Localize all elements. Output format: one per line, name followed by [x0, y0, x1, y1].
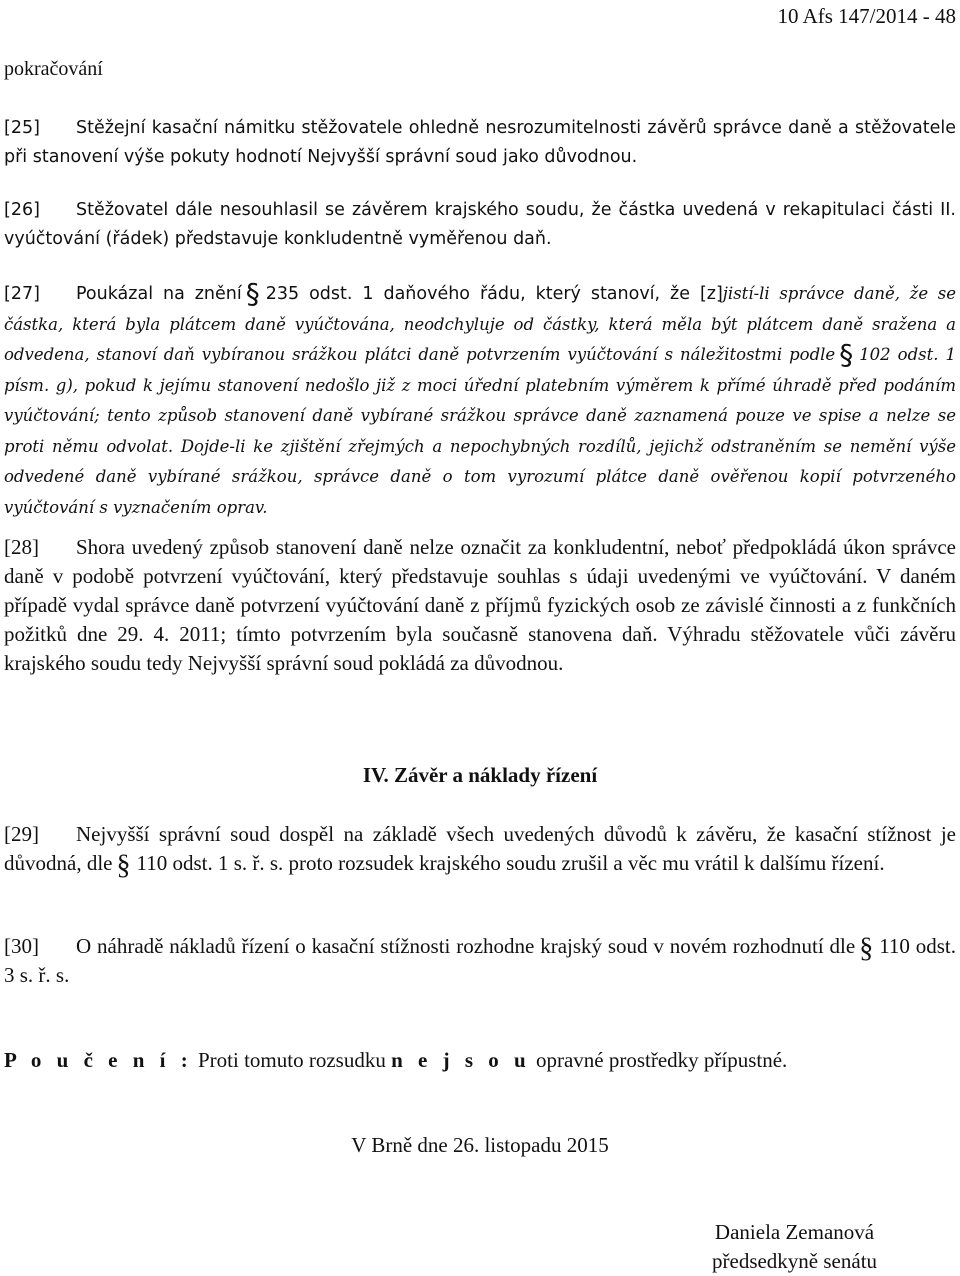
instruction-emphasis: n e j s o u	[391, 1048, 531, 1072]
signatory-role: předsedkyně senátu	[712, 1249, 878, 1273]
paragraph-number: [30]	[4, 934, 39, 958]
case-reference: 10 Afs 147/2014 - 48	[777, 4, 956, 28]
paragraph-text: 110 odst. 1 s. ř. s. proto rozsudek krajského soudu zrušil a věc mu vrátil k dalšímu řízení.	[136, 851, 885, 875]
paragraph-25	[4, 114, 956, 172]
signature-block	[712, 1218, 877, 1276]
statute-quote: 102 odst. 1 písm. g), pokud k jejímu stanovení nedošlo již z moci úřední platebním výměrem k přímé úhradě před podáním vyúčtování; tento způsob stanovení daně vybírané srážkou správce daně zaznamená pouze ve spise a nelze se proti němu odvolat. Dojde-li ke zjištění zřejmých a nepochybných rozdílů, jejichž odstraněním se nemění výše odvedené daně vybírané srážkou, správce daně o tom vyrozumí plátce daně ověřenou kopií potvrzeného vyúčtování s vyznačením oprav.	[4, 345, 956, 517]
paragraph-number: [26]	[4, 200, 40, 220]
paragraph-27	[4, 279, 956, 523]
paragraph-text: Stěžovatel dále nesouhlasil se závěrem krajského soudu, že částka uvedená v rekapitulaci části II. vyúčtování (řádek) představuje konkludentně vyměřenou daň.	[4, 200, 956, 249]
section-sign: §	[859, 933, 874, 964]
paragraph-number: [29]	[4, 822, 39, 846]
section-sign: §	[116, 850, 131, 881]
section-sign: §	[245, 277, 260, 310]
paragraph-text: Shora uvedený způsob stanovení daně nelze označit za konkludentní, neboť předpokládá úkon správce daně v podobě potvrzení vyúčtování, který představuje souhlas s údaji uvedenými ve vyúčtování. V daném případě vydal správce daně potvrzení vyúčtování daně z příjmů fyzických osob ze závislé činnosti a z funkčních požitků dne 29. 4. 2011; tímto potvrzením byla současně stanovena daň. Výhradu stěžovatele vůči závěru krajského soudu tedy Nejvyšší správní soud pokládá za důvodnou.	[4, 535, 956, 675]
instruction-text: Proti tomuto rozsudku	[198, 1048, 386, 1072]
signatory-name: Daniela Zemanová	[714, 1220, 875, 1244]
continued-label: pokračování	[4, 58, 103, 80]
paragraph-text: Poukázal na znění	[76, 284, 242, 304]
paragraph-text: 235 odst. 1 daňového řádu, který stanoví, že [z]	[265, 284, 723, 304]
paragraph-30	[4, 932, 956, 990]
statute-quote: jistí-li správce daně, že se částka, která byla plátcem daně vyúčtována, neodchyluje od částky, která měla být plátcem daně sražena a odvedena, stanoví daň vybíranou srážkou plátci daně potvrzením vyúčtování s náležitostmi podle	[4, 284, 956, 364]
paragraph-number: [28]	[4, 535, 39, 559]
paragraph-number: [27]	[4, 284, 40, 304]
place-and-date: V Brně dne 26. listopadu 2015	[351, 1133, 609, 1157]
instruction-label: P o u č e n í :	[4, 1048, 193, 1072]
paragraph-text: 110 odst. 3 s. ř. s.	[4, 934, 957, 987]
paragraph-text: Stěžejní kasační námitku stěžovatele ohledně nesrozumitelnosti závěrů správce daně a stěžovatele při stanovení výše pokuty hodnotí Nejvyšší správní soud jako důvodnou.	[4, 118, 956, 167]
paragraph-number: [25]	[4, 118, 40, 138]
instruction-text: opravné prostředky přípustné.	[535, 1048, 788, 1072]
legal-instruction	[4, 1048, 787, 1073]
paragraph-29	[4, 820, 956, 881]
paragraph-text: O náhradě nákladů řízení o kasační stížnosti rozhodne krajský soud v novém rozhodnutí dle	[76, 934, 856, 958]
section-heading: IV. Závěr a náklady řízení	[362, 763, 598, 787]
paragraph-28	[4, 533, 956, 678]
section-sign: §	[839, 338, 854, 371]
paragraph-26	[4, 196, 956, 254]
paragraph-text: Nejvyšší správní soud dospěl na základě všech uvedených důvodů k závěru, že kasační stížnost je důvodná, dle	[4, 822, 956, 875]
